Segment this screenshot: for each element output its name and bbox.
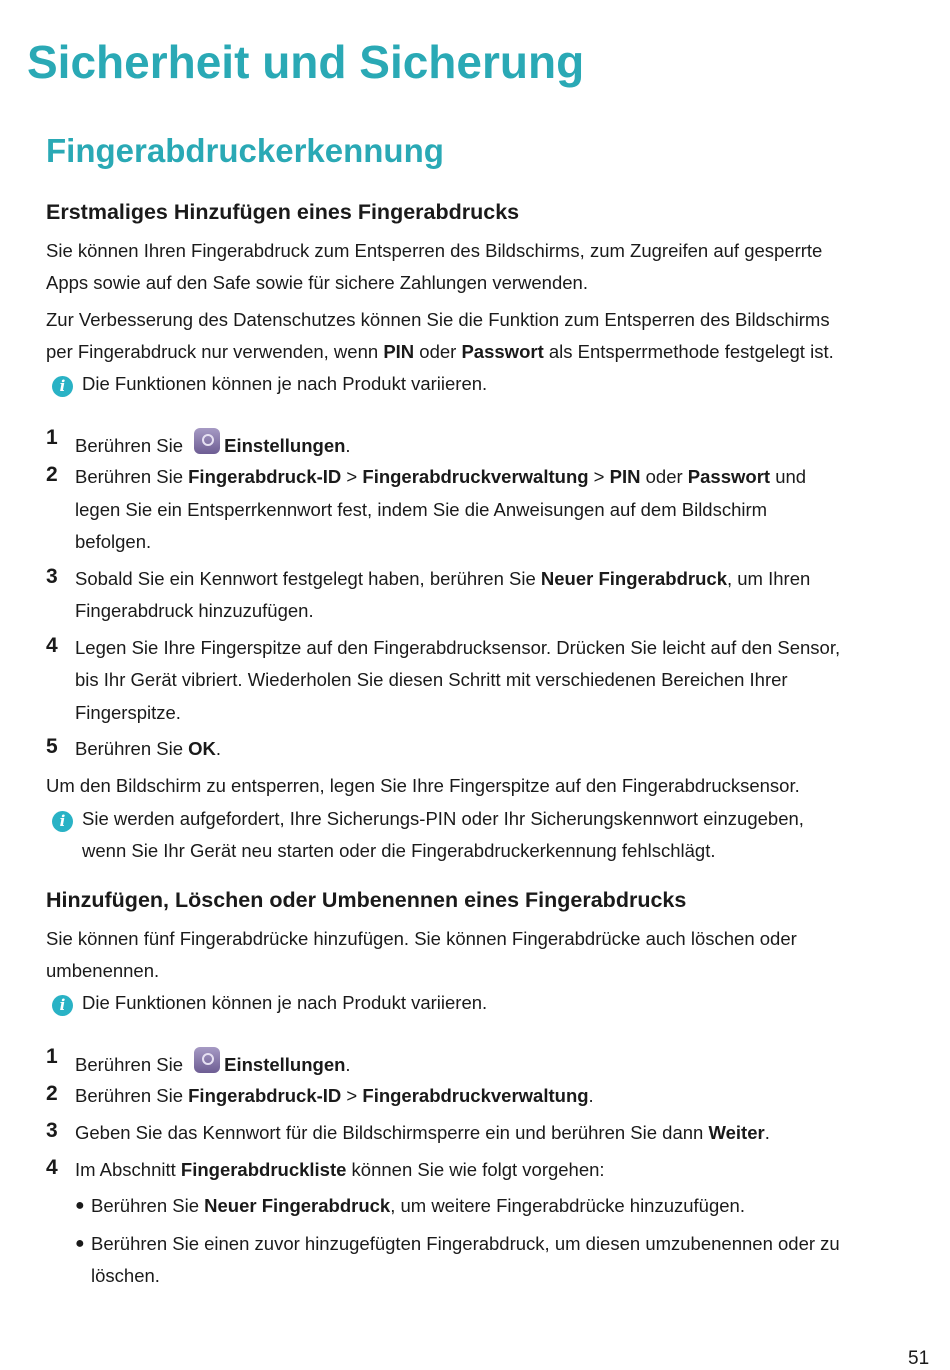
text: oder (640, 466, 688, 487)
info-icon: i (52, 376, 73, 397)
term-passwort: Passwort (461, 341, 544, 362)
info-icon: i (52, 811, 73, 832)
step-number: 4 (46, 1156, 58, 1179)
text: . (764, 1122, 770, 1143)
text: . (345, 1054, 351, 1075)
paragraph-line: Sie können Ihren Fingerabdruck zum Entsperren des Bildschirms, zum Zugreifen auf gesperrte (46, 240, 823, 261)
paragraph-line (46, 340, 834, 364)
step-number: 2 (46, 1082, 58, 1105)
bullet-text: Berühren Sie einen zuvor hinzugefügten Fingerabdruck, um diesen umzubenennen oder zu (91, 1233, 840, 1254)
term: Fingerabdruckliste (180, 1159, 347, 1180)
step-text-line: Legen Sie Ihre Fingerspitze auf den Fingerabdrucksensor. Drücken Sie leicht auf den Sensor, (75, 637, 841, 658)
text: Berühren Sie (91, 1195, 205, 1216)
text: > (341, 466, 363, 487)
step-number: 5 (46, 735, 58, 758)
step-text (75, 465, 806, 489)
step-number: 3 (46, 565, 58, 588)
term-einstellungen: Einstellungen (224, 435, 346, 456)
section-heading: Fingerabdruckerkennung (46, 132, 444, 169)
page-title: Sicherheit und Sicherung (27, 36, 585, 88)
term-pin: PIN (383, 341, 415, 362)
step-text (75, 428, 351, 458)
step-number: 1 (46, 426, 58, 449)
paragraph-line: umbenennen. (46, 960, 160, 981)
term-weiter: Weiter (708, 1122, 765, 1143)
term: PIN (609, 466, 641, 487)
text: Berühren Sie (75, 1054, 189, 1075)
step-text-line: Fingerabdruck hinzuzufügen. (75, 600, 314, 621)
step-text-line: befolgen. (75, 531, 152, 552)
term: Neuer Fingerabdruck (204, 1195, 391, 1216)
term: Fingerabdruck-ID (188, 1085, 342, 1106)
paragraph-line: Um den Bildschirm zu entsperren, legen Sie Ihre Fingerspitze auf den Fingerabdrucksensor. (46, 775, 800, 796)
text: Geben Sie das Kennwort für die Bildschirmsperre ein und berühren Sie dann (75, 1122, 709, 1143)
text: Berühren Sie (75, 466, 189, 487)
text: Berühren Sie (75, 738, 189, 759)
term-einstellungen: Einstellungen (224, 1054, 346, 1075)
step-text (75, 1084, 594, 1108)
bullet-dot: ● (75, 1197, 85, 1214)
text: > (588, 466, 610, 487)
text: . (215, 738, 222, 759)
step-text (75, 1121, 770, 1145)
page-number: 51 (908, 1348, 930, 1369)
term: Fingerabdruckverwaltung (362, 1085, 589, 1106)
step-text (75, 567, 810, 591)
term: Fingerabdruck-ID (188, 466, 342, 487)
term: Fingerabdruckverwaltung (362, 466, 589, 487)
text: und (770, 466, 807, 487)
text: per Fingerabdruck nur verwenden, wenn (46, 341, 384, 362)
subsection-heading-manage: Hinzufügen, Löschen oder Umbenennen eines Fingerabdrucks (46, 888, 687, 912)
step-text-line: bis Ihr Gerät vibriert. Wiederholen Sie diesen Schritt mit verschiedenen Bereichen Ihrer (75, 669, 788, 690)
step-text (75, 1158, 605, 1182)
text: Berühren Sie (75, 435, 189, 456)
text: . (588, 1085, 594, 1106)
paragraph-line: Zur Verbesserung des Datenschutzes können Sie die Funktion zum Entsperren des Bildschirms (46, 309, 830, 330)
text: Im Abschnitt (75, 1159, 181, 1180)
text: Sobald Sie ein Kennwort festgelegt haben, berühren Sie (75, 568, 541, 589)
settings-app-icon (194, 1047, 220, 1073)
term: Passwort (687, 466, 771, 487)
note-text: wenn Sie Ihr Gerät neu starten oder die Fingerabdruckerkennung fehlschlägt. (82, 840, 716, 861)
term: Neuer Fingerabdruck (540, 568, 727, 589)
text: > (341, 1085, 363, 1106)
text: , um weitere Fingerabdrücke hinzuzufügen. (390, 1195, 745, 1216)
bullet-text (91, 1194, 745, 1218)
subsection-heading-first-add: Erstmaliges Hinzufügen eines Fingerabdrucks (46, 200, 520, 224)
step-text-line: Fingerspitze. (75, 702, 181, 723)
text: . (345, 435, 351, 456)
note-text: Sie werden aufgefordert, Ihre Sicherungs-PIN oder Ihr Sicherungskennwort einzugeben, (82, 808, 804, 829)
bullet-dot: ● (75, 1235, 85, 1252)
text: Berühren Sie (75, 1085, 189, 1106)
info-icon: i (52, 995, 73, 1016)
term-ok: OK (188, 738, 216, 759)
step-text (75, 1047, 351, 1077)
text: als Entsperrmethode festgelegt ist. (543, 341, 834, 362)
paragraph-line: Sie können fünf Fingerabdrücke hinzufügen. Sie können Fingerabdrücke auch löschen oder (46, 928, 797, 949)
step-text (75, 737, 221, 761)
note-text: Die Funktionen können je nach Produkt variieren. (82, 373, 488, 394)
step-number: 4 (46, 634, 58, 657)
paragraph-line: Apps sowie auf den Safe sowie für sichere Zahlungen verwenden. (46, 272, 588, 293)
text: , um Ihren (726, 568, 811, 589)
note-text: Die Funktionen können je nach Produkt variieren. (82, 992, 488, 1013)
settings-app-icon (194, 428, 220, 454)
text: oder (414, 341, 462, 362)
step-number: 2 (46, 463, 58, 486)
step-text-line: legen Sie ein Entsperrkennwort fest, indem Sie die Anweisungen auf dem Bildschirm (75, 499, 768, 520)
text: können Sie wie folgt vorgehen: (346, 1159, 605, 1180)
bullet-text: löschen. (91, 1265, 160, 1286)
step-number: 1 (46, 1045, 58, 1068)
step-number: 3 (46, 1119, 58, 1142)
